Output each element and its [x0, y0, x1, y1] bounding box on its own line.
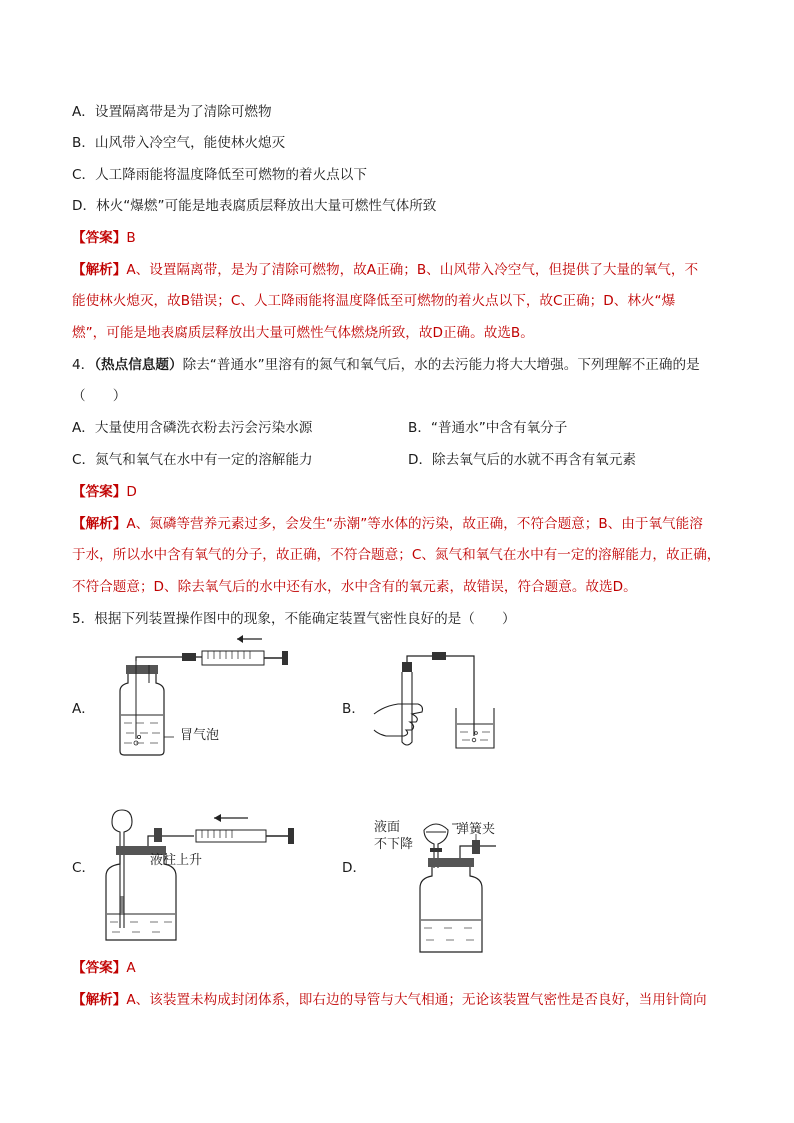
q4-option-d: D．除去氧气后的水就不再含有氧元素 — [408, 452, 636, 468]
q4-option-a: A．大量使用含磷洗衣粉去污会污染水源 — [72, 420, 313, 436]
answer-value: A — [126, 960, 136, 976]
figure-d-caption-3: 弹簧夹 — [456, 822, 496, 837]
analysis-label: 【解析】 — [72, 516, 127, 532]
q4-answer — [72, 482, 137, 502]
q5-answer — [72, 958, 136, 978]
figure-b-test-tube-hand — [372, 656, 512, 756]
analysis-text: A、氮磷等营养元素过多，会发生“赤潮”等水体的污染，故正确，不符合题意；B、由于氧气能溶 — [126, 516, 703, 532]
analysis-label: 【解析】 — [72, 262, 127, 278]
q5-label-c: C． — [72, 860, 96, 876]
q4-stem — [72, 355, 700, 375]
q4-stem-paren: （ ） — [72, 388, 127, 404]
q3-option-b: B．山风带入冷空气，能使林火熄灭 — [72, 135, 286, 151]
q3-analysis-line1 — [72, 260, 698, 280]
q4-stem-text: 除去“普通水”里溶有的氮气和氧气后，水的去污能力将大大增强。下列理解不正确的是 — [182, 357, 700, 373]
q3-option-d: D．林火“爆燃”可能是地表腐质层释放出大量可燃性气体所致 — [72, 198, 437, 214]
figure-c-funnel-syringe — [102, 808, 322, 948]
q3-option-a: A．设置隔离带是为了清除可燃物 — [72, 104, 272, 120]
answer-value: D — [126, 484, 137, 500]
answer-label: 【答案】 — [72, 230, 127, 246]
q5-label-d: D． — [342, 860, 367, 876]
answer-label: 【答案】 — [72, 960, 127, 976]
q5-label-a: A． — [72, 701, 95, 717]
figure-d-separatory-funnel — [412, 816, 522, 956]
q4-option-b: B．“普通水”中含有氧分子 — [408, 420, 568, 436]
q3-option-c: C．人工降雨能将温度降低至可燃物的着火点以下 — [72, 167, 367, 183]
q3-answer — [72, 228, 136, 248]
q5-label-b: B． — [342, 701, 365, 717]
q4-analysis-line1 — [72, 514, 703, 534]
q3-analysis-line3: 燃”，可能是地表腐质层释放出大量可燃性气体燃烧所致，故D正确。故选B。 — [72, 325, 534, 341]
figure-d-caption-1: 液面 — [374, 820, 401, 835]
q3-analysis-line2: 能使林火熄灭，故B错误；C、人工降雨能将温度降低至可燃物的着火点以下，故C正确；D、林火“爆 — [72, 293, 676, 309]
q4-analysis-line2: 于水，所以水中含有氧气的分子，故正确，不符合题意；C、氮气和氧气在水中有一定的溶解能力，故正确， — [72, 547, 721, 563]
answer-value: B — [126, 230, 136, 246]
analysis-text: A、设置隔离带，是为了清除可燃物，故A正确；B、山风带入冷空气，但提供了大量的氧气，不 — [126, 262, 699, 278]
q4-tag: （热点信息题） — [94, 357, 183, 373]
q4-analysis-line3: 不符合题意；D、除去氧气后的水中还有水，水中含有的氧元素，故错误，符合题意。故选D。 — [72, 579, 637, 595]
figure-c-caption: 液柱上升 — [150, 853, 203, 868]
q5-analysis-line1 — [72, 990, 707, 1010]
analysis-text: A、该装置未构成封闭体系，即右边的导管与大气相通；无论该装置气密性是否良好，当用针筒向 — [126, 992, 707, 1008]
figure-d-caption-2: 不下降 — [374, 837, 414, 852]
q5-stem: 5．根据下列装置操作图中的现象，不能确定装置气密性良好的是（ ） — [72, 611, 516, 627]
figure-a-wash-bottle-syringe — [112, 651, 322, 761]
q4-number: 4． — [72, 357, 95, 373]
analysis-label: 【解析】 — [72, 992, 127, 1008]
figure-a-caption: 冒气泡 — [180, 728, 220, 743]
answer-label: 【答案】 — [72, 484, 127, 500]
q4-option-c: C．氮气和氧气在水中有一定的溶解能力 — [72, 452, 313, 468]
